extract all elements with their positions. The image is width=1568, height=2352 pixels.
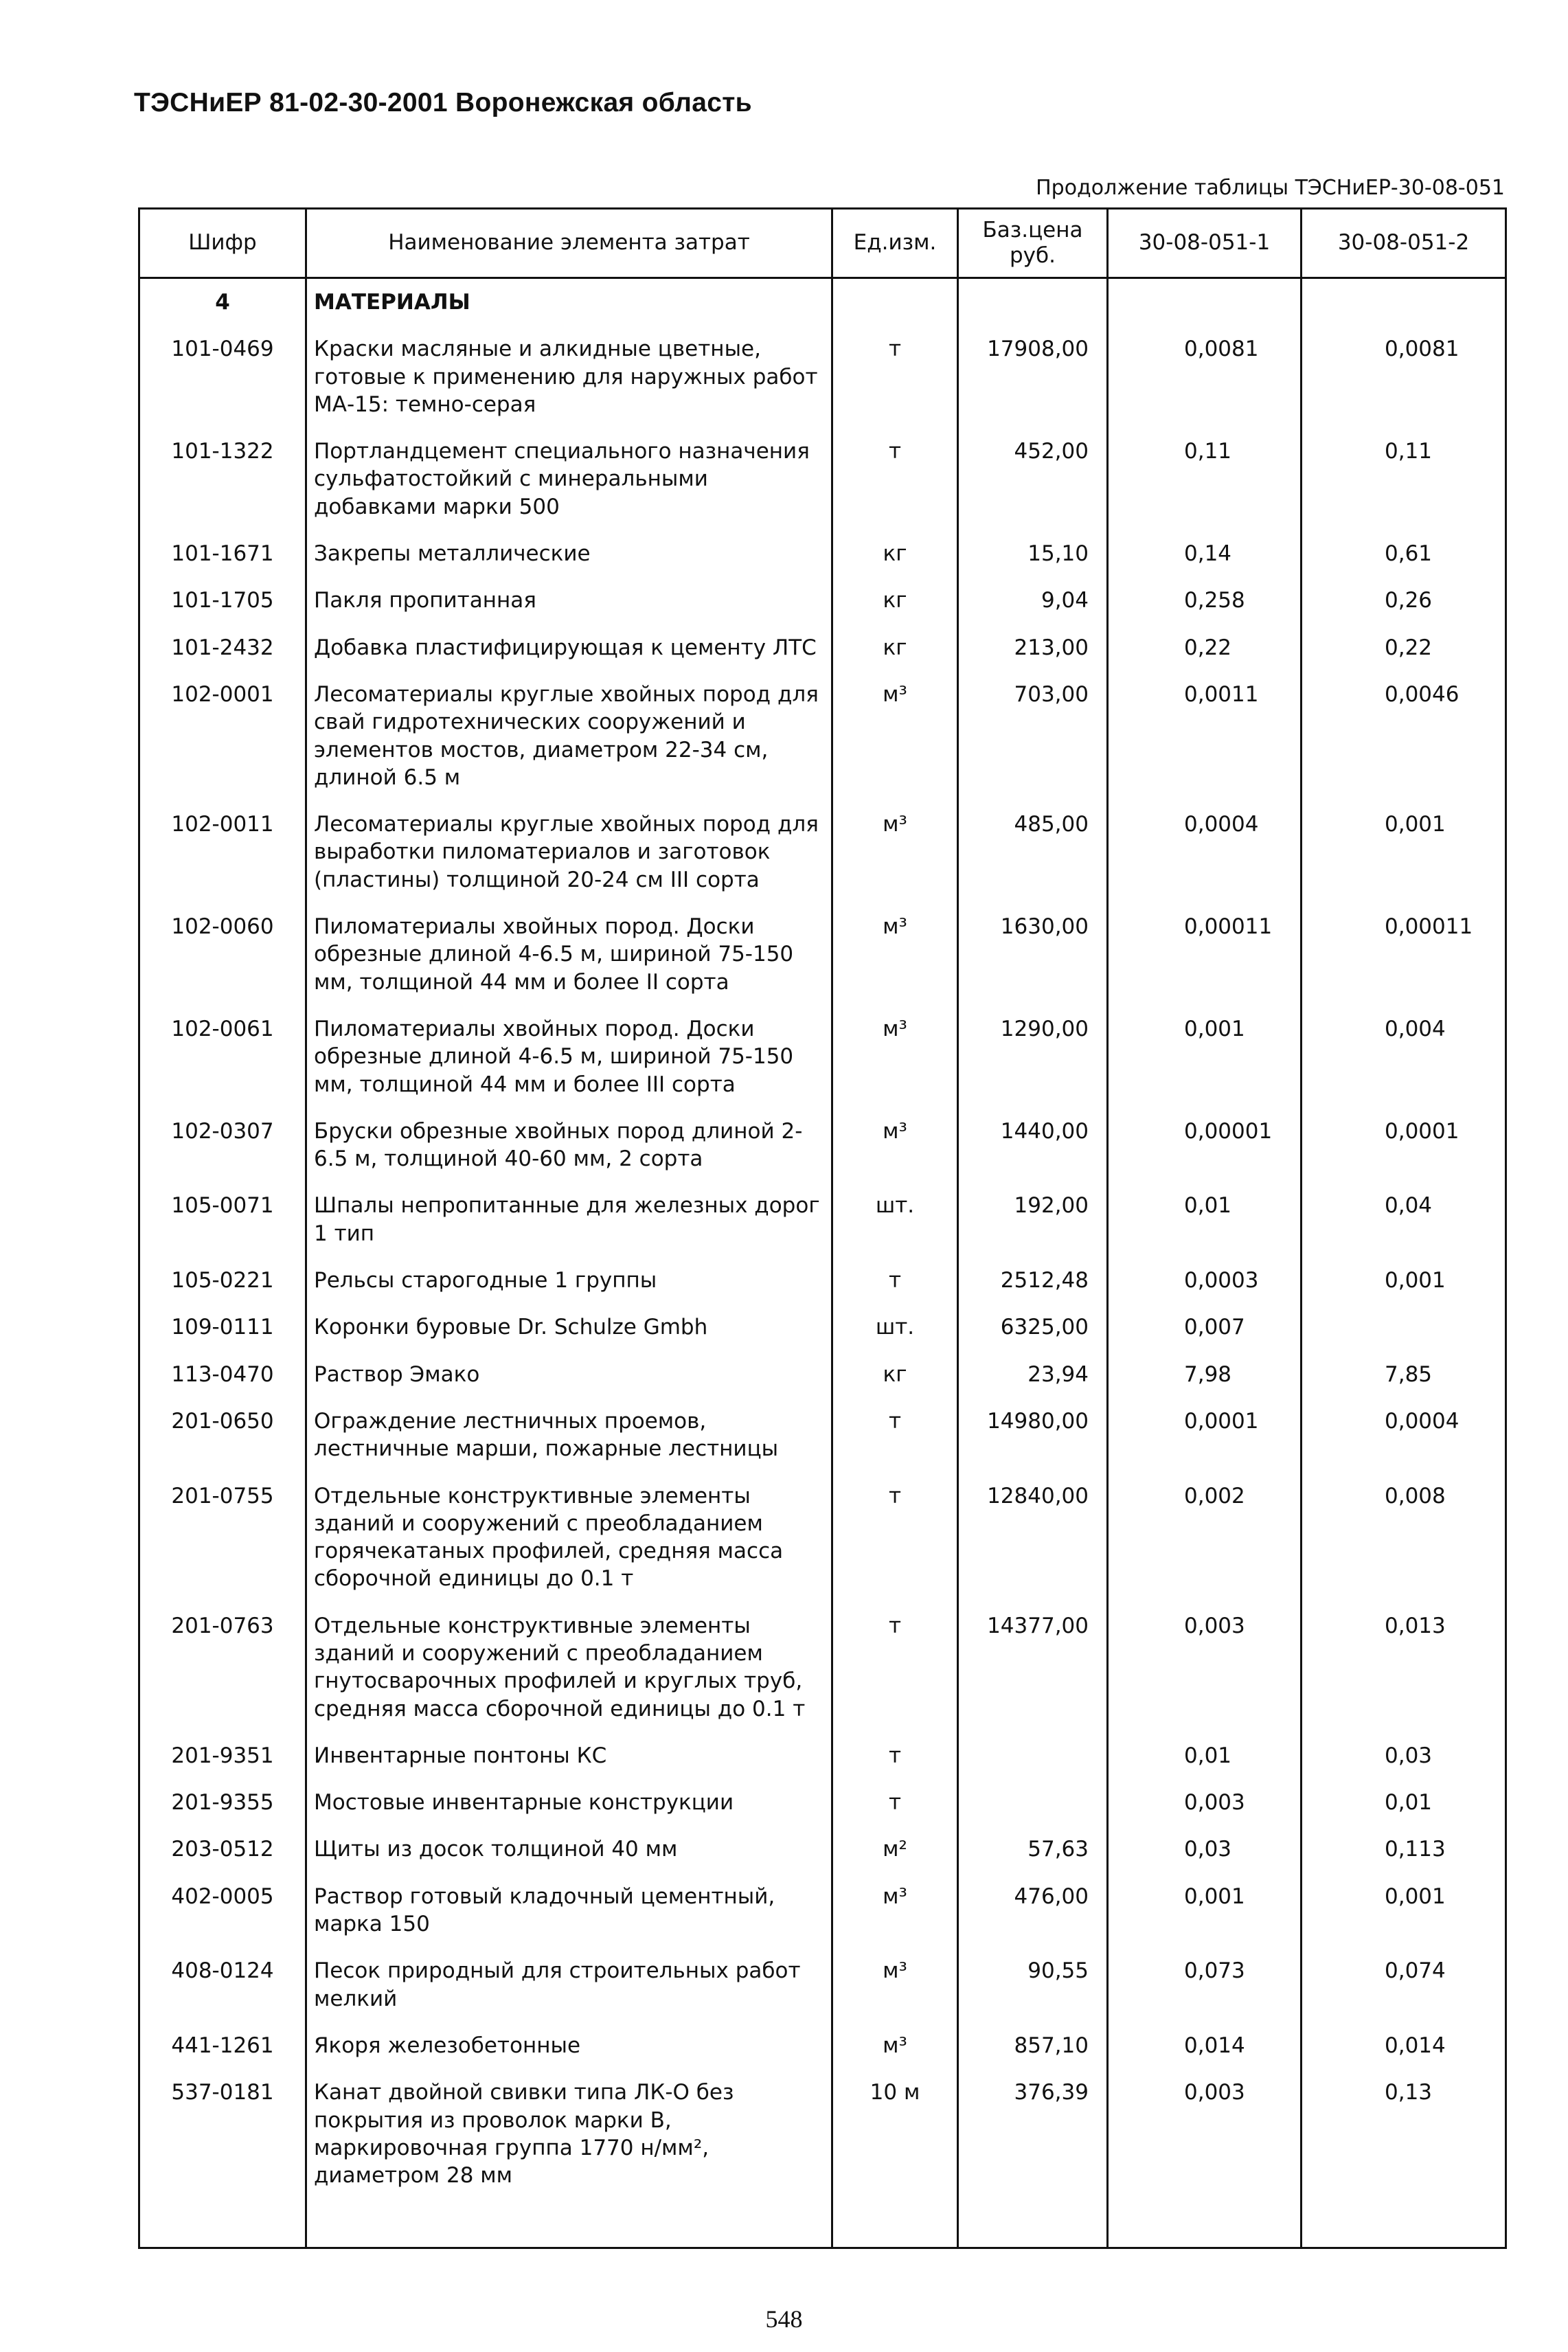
row-norm-2-cell: 0,001 [1302, 1257, 1506, 1304]
table-row [139, 1006, 1506, 1108]
page-number: 548 [765, 2305, 803, 2333]
row-code-cell: 101-2432 [139, 624, 306, 671]
row-code-cell: 105-0071 [139, 1182, 306, 1257]
row-code-cell: 402-0005 [139, 1873, 306, 1948]
row-code-cell: 201-9355 [139, 1779, 306, 1826]
row-price-cell: 57,63 [958, 1826, 1108, 1873]
row-price-cell: 485,00 [958, 801, 1108, 903]
header-norm-2: 30-08-051-2 [1302, 209, 1506, 278]
table-row [139, 1732, 1506, 1779]
table-row [139, 1473, 1506, 1603]
row-name-cell: Пакля пропитанная [306, 577, 832, 624]
row-price-cell: 2512,48 [958, 1257, 1108, 1304]
row-code-cell: 201-9351 [139, 1732, 306, 1779]
row-norm-1-cell: 0,00001 [1108, 1108, 1302, 1183]
row-name-cell: Добавка пластифицирующая к цементу ЛТС [306, 624, 832, 671]
row-price-cell: 6325,00 [958, 1304, 1108, 1350]
table-bottom-spacer [139, 2199, 1506, 2248]
row-unit-cell: т [832, 326, 958, 428]
header-norm-1: 30-08-051-1 [1108, 209, 1302, 278]
table-header-row [139, 209, 1506, 278]
header-code: Шифр [139, 209, 306, 278]
row-price-cell: 857,10 [958, 2022, 1108, 2069]
row-name-cell: Канат двойной свивки типа ЛК-О без покрытия из проволок марки В, маркировочная группа 1770 н/мм², диаметром 28 мм [306, 2069, 832, 2199]
table-row [139, 1873, 1506, 1948]
row-unit-cell: т [832, 1257, 958, 1304]
row-price-cell: 376,39 [958, 2069, 1108, 2199]
row-norm-1-cell: 0,003 [1108, 1603, 1302, 1732]
row-unit-cell: м³ [832, 801, 958, 903]
row-unit-cell: кг [832, 1351, 958, 1398]
row-norm-2-cell: 0,0004 [1302, 1398, 1506, 1473]
row-norm-1-cell: 0,003 [1108, 1779, 1302, 1826]
row-unit-cell: кг [832, 577, 958, 624]
row-code-cell: 408-0124 [139, 1947, 306, 2022]
row-unit-cell: м³ [832, 671, 958, 801]
row-code-cell: 102-0011 [139, 801, 306, 903]
row-norm-2-cell: 0,008 [1302, 1473, 1506, 1603]
row-name-cell: Лесоматериалы круглые хвойных пород для свай гидротехнических сооружений и элементов мостов, диаметром 22-34 см, длиной 6.5 м [306, 671, 832, 801]
table-row [139, 577, 1506, 624]
row-name-cell: Раствор готовый кладочный цементный, марка 150 [306, 1873, 832, 1948]
row-code-cell: 101-1322 [139, 428, 306, 530]
row-name-cell: Пиломатериалы хвойных пород. Доски обрезные длиной 4-6.5 м, шириной 75-150 мм, толщиной 44 мм и более II сорта [306, 903, 832, 1006]
row-name-cell: Шпалы непропитанные для железных дорог 1 тип [306, 1182, 832, 1257]
table-row [139, 1779, 1506, 1826]
row-norm-1-cell: 0,014 [1108, 2022, 1302, 2069]
row-unit-cell: м³ [832, 2022, 958, 2069]
row-norm-1-cell: 0,0081 [1108, 326, 1302, 428]
row-name-cell: Рельсы старогодные 1 группы [306, 1257, 832, 1304]
row-unit-cell: т [832, 1732, 958, 1779]
row-name-cell: Отдельные конструктивные элементы зданий и сооружений с преобладанием горячекатаных профилей, средняя масса сборочной единицы до 0.1 т [306, 1473, 832, 1603]
header-price: Баз.цена руб. [958, 209, 1108, 278]
table-row [139, 2022, 1506, 2069]
row-unit-cell: м³ [832, 903, 958, 1006]
table-row [139, 1603, 1506, 1732]
row-price-cell [958, 1732, 1108, 1779]
row-name-cell: Портландцемент специального назначения сульфатостойкий с минеральными добавками марки 500 [306, 428, 832, 530]
row-norm-1-cell: 0,0011 [1108, 671, 1302, 801]
row-unit-cell: м³ [832, 1947, 958, 2022]
row-code-cell: 102-0307 [139, 1108, 306, 1183]
table-row [139, 624, 1506, 671]
row-name-cell: Инвентарные понтоны КС [306, 1732, 832, 1779]
row-price-cell: 476,00 [958, 1873, 1108, 1948]
row-price-cell: 213,00 [958, 624, 1108, 671]
row-unit-cell: шт. [832, 1182, 958, 1257]
row-price-cell: 14377,00 [958, 1603, 1108, 1732]
row-code-cell: 201-0650 [139, 1398, 306, 1473]
row-code-cell: 201-0763 [139, 1603, 306, 1732]
materials-table [138, 207, 1507, 2249]
section-name: МАТЕРИАЛЫ [306, 278, 832, 326]
table-body [139, 278, 1506, 2248]
row-norm-2-cell: 0,113 [1302, 1826, 1506, 1873]
row-unit-cell: м³ [832, 1006, 958, 1108]
row-norm-1-cell: 0,11 [1108, 428, 1302, 530]
row-norm-1-cell: 7,98 [1108, 1351, 1302, 1398]
row-norm-1-cell: 0,0004 [1108, 801, 1302, 903]
table-continuation-note: Продолжение таблицы ТЭСНиЕР-30-08-051 [1036, 176, 1505, 200]
row-norm-1-cell: 0,001 [1108, 1873, 1302, 1948]
row-price-cell: 15,10 [958, 530, 1108, 577]
table-row [139, 1351, 1506, 1398]
row-code-cell: 101-0469 [139, 326, 306, 428]
row-code-cell: 441-1261 [139, 2022, 306, 2069]
row-unit-cell: т [832, 1779, 958, 1826]
section-code: 4 [139, 278, 306, 326]
row-price-cell: 1630,00 [958, 903, 1108, 1006]
row-code-cell: 105-0221 [139, 1257, 306, 1304]
row-norm-1-cell: 0,22 [1108, 624, 1302, 671]
row-unit-cell: м² [832, 1826, 958, 1873]
row-name-cell: Закрепы металлические [306, 530, 832, 577]
row-name-cell: Раствор Эмако [306, 1351, 832, 1398]
row-name-cell: Мостовые инвентарные конструкции [306, 1779, 832, 1826]
row-norm-1-cell: 0,001 [1108, 1006, 1302, 1108]
row-norm-2-cell: 0,013 [1302, 1603, 1506, 1732]
row-norm-1-cell: 0,00011 [1108, 903, 1302, 1006]
row-norm-1-cell: 0,0003 [1108, 1257, 1302, 1304]
table-row [139, 1826, 1506, 1873]
row-norm-1-cell: 0,007 [1108, 1304, 1302, 1350]
table-row [139, 2069, 1506, 2199]
row-code-cell: 203-0512 [139, 1826, 306, 1873]
row-price-cell: 1440,00 [958, 1108, 1108, 1183]
section-row [139, 278, 1506, 326]
row-norm-2-cell: 0,004 [1302, 1006, 1506, 1108]
row-price-cell: 192,00 [958, 1182, 1108, 1257]
row-unit-cell: кг [832, 624, 958, 671]
row-norm-2-cell: 0,001 [1302, 1873, 1506, 1948]
row-norm-2-cell: 0,22 [1302, 624, 1506, 671]
row-price-cell: 90,55 [958, 1947, 1108, 2022]
row-unit-cell: м³ [832, 1873, 958, 1948]
table-row [139, 1257, 1506, 1304]
table-row [139, 428, 1506, 530]
table-row [139, 1182, 1506, 1257]
header-name: Наименование элемента затрат [306, 209, 832, 278]
table-row [139, 1108, 1506, 1183]
row-code-cell: 109-0111 [139, 1304, 306, 1350]
row-unit-cell: кг [832, 530, 958, 577]
table-row [139, 1304, 1506, 1350]
row-norm-1-cell: 0,002 [1108, 1473, 1302, 1603]
row-unit-cell: т [832, 1603, 958, 1732]
row-price-cell: 12840,00 [958, 1473, 1108, 1603]
row-norm-1-cell: 0,01 [1108, 1732, 1302, 1779]
row-code-cell: 102-0001 [139, 671, 306, 801]
document-title: ТЭСНиЕР 81-02-30-2001 Воронежская область [134, 88, 752, 117]
row-code-cell: 101-1671 [139, 530, 306, 577]
row-unit-cell: шт. [832, 1304, 958, 1350]
row-norm-2-cell: 0,03 [1302, 1732, 1506, 1779]
row-price-cell [958, 1779, 1108, 1826]
row-price-cell: 17908,00 [958, 326, 1108, 428]
row-norm-1-cell: 0,01 [1108, 1182, 1302, 1257]
row-code-cell: 101-1705 [139, 577, 306, 624]
row-norm-1-cell: 0,0001 [1108, 1398, 1302, 1473]
row-name-cell: Бруски обрезные хвойных пород длиной 2-6.5 м, толщиной 40-60 мм, 2 сорта [306, 1108, 832, 1183]
row-unit-cell: м³ [832, 1108, 958, 1183]
row-norm-2-cell: 0,61 [1302, 530, 1506, 577]
row-unit-cell: т [832, 428, 958, 530]
row-norm-2-cell: 7,85 [1302, 1351, 1506, 1398]
row-norm-2-cell: 0,014 [1302, 2022, 1506, 2069]
row-price-cell: 1290,00 [958, 1006, 1108, 1108]
table-row [139, 530, 1506, 577]
header-unit: Ед.изм. [832, 209, 958, 278]
row-price-cell: 23,94 [958, 1351, 1108, 1398]
row-unit-cell: т [832, 1398, 958, 1473]
row-name-cell: Щиты из досок толщиной 40 мм [306, 1826, 832, 1873]
row-name-cell: Лесоматериалы круглые хвойных пород для выработки пиломатериалов и заготовок (пластины) толщиной 20-24 см III сорта [306, 801, 832, 903]
row-norm-1-cell: 0,258 [1108, 577, 1302, 624]
table-row [139, 671, 1506, 801]
table-row [139, 1947, 1506, 2022]
row-price-cell: 9,04 [958, 577, 1108, 624]
row-code-cell: 537-0181 [139, 2069, 306, 2199]
row-norm-2-cell: 0,00011 [1302, 903, 1506, 1006]
row-name-cell: Коронки буровые Dr. Schulze Gmbh [306, 1304, 832, 1350]
row-norm-2-cell: 0,11 [1302, 428, 1506, 530]
table-row [139, 326, 1506, 428]
row-norm-1-cell: 0,14 [1108, 530, 1302, 577]
row-unit-cell: 10 м [832, 2069, 958, 2199]
row-norm-2-cell: 0,04 [1302, 1182, 1506, 1257]
row-norm-2-cell: 0,26 [1302, 577, 1506, 624]
row-norm-1-cell: 0,073 [1108, 1947, 1302, 2022]
row-norm-2-cell: 0,13 [1302, 2069, 1506, 2199]
row-name-cell: Краски масляные и алкидные цветные, готовые к применению для наружных работ МА-15: темно-серая [306, 326, 832, 428]
row-norm-2-cell [1302, 1304, 1506, 1350]
row-name-cell: Песок природный для строительных работ мелкий [306, 1947, 832, 2022]
row-name-cell: Отдельные конструктивные элементы зданий и сооружений с преобладанием гнутосварочных профилей и круглых труб, средняя масса сборочной единицы до 0.1 т [306, 1603, 832, 1732]
row-price-cell: 452,00 [958, 428, 1108, 530]
row-name-cell: Ограждение лестничных проемов, лестничные марши, пожарные лестницы [306, 1398, 832, 1473]
row-norm-2-cell: 0,0081 [1302, 326, 1506, 428]
row-norm-1-cell: 0,03 [1108, 1826, 1302, 1873]
row-code-cell: 201-0755 [139, 1473, 306, 1603]
row-code-cell: 113-0470 [139, 1351, 306, 1398]
table-row [139, 903, 1506, 1006]
row-norm-2-cell: 0,0001 [1302, 1108, 1506, 1183]
row-norm-2-cell: 0,074 [1302, 1947, 1506, 2022]
row-price-cell: 14980,00 [958, 1398, 1108, 1473]
row-norm-2-cell: 0,0046 [1302, 671, 1506, 801]
row-unit-cell: т [832, 1473, 958, 1603]
row-norm-2-cell: 0,001 [1302, 801, 1506, 903]
table-row [139, 1398, 1506, 1473]
row-norm-1-cell: 0,003 [1108, 2069, 1302, 2199]
row-code-cell: 102-0060 [139, 903, 306, 1006]
row-norm-2-cell: 0,01 [1302, 1779, 1506, 1826]
row-price-cell: 703,00 [958, 671, 1108, 801]
row-name-cell: Пиломатериалы хвойных пород. Доски обрезные длиной 4-6.5 м, шириной 75-150 мм, толщиной 44 мм и более III сорта [306, 1006, 832, 1108]
row-name-cell: Якоря железобетонные [306, 2022, 832, 2069]
row-code-cell: 102-0061 [139, 1006, 306, 1108]
table-row [139, 801, 1506, 903]
